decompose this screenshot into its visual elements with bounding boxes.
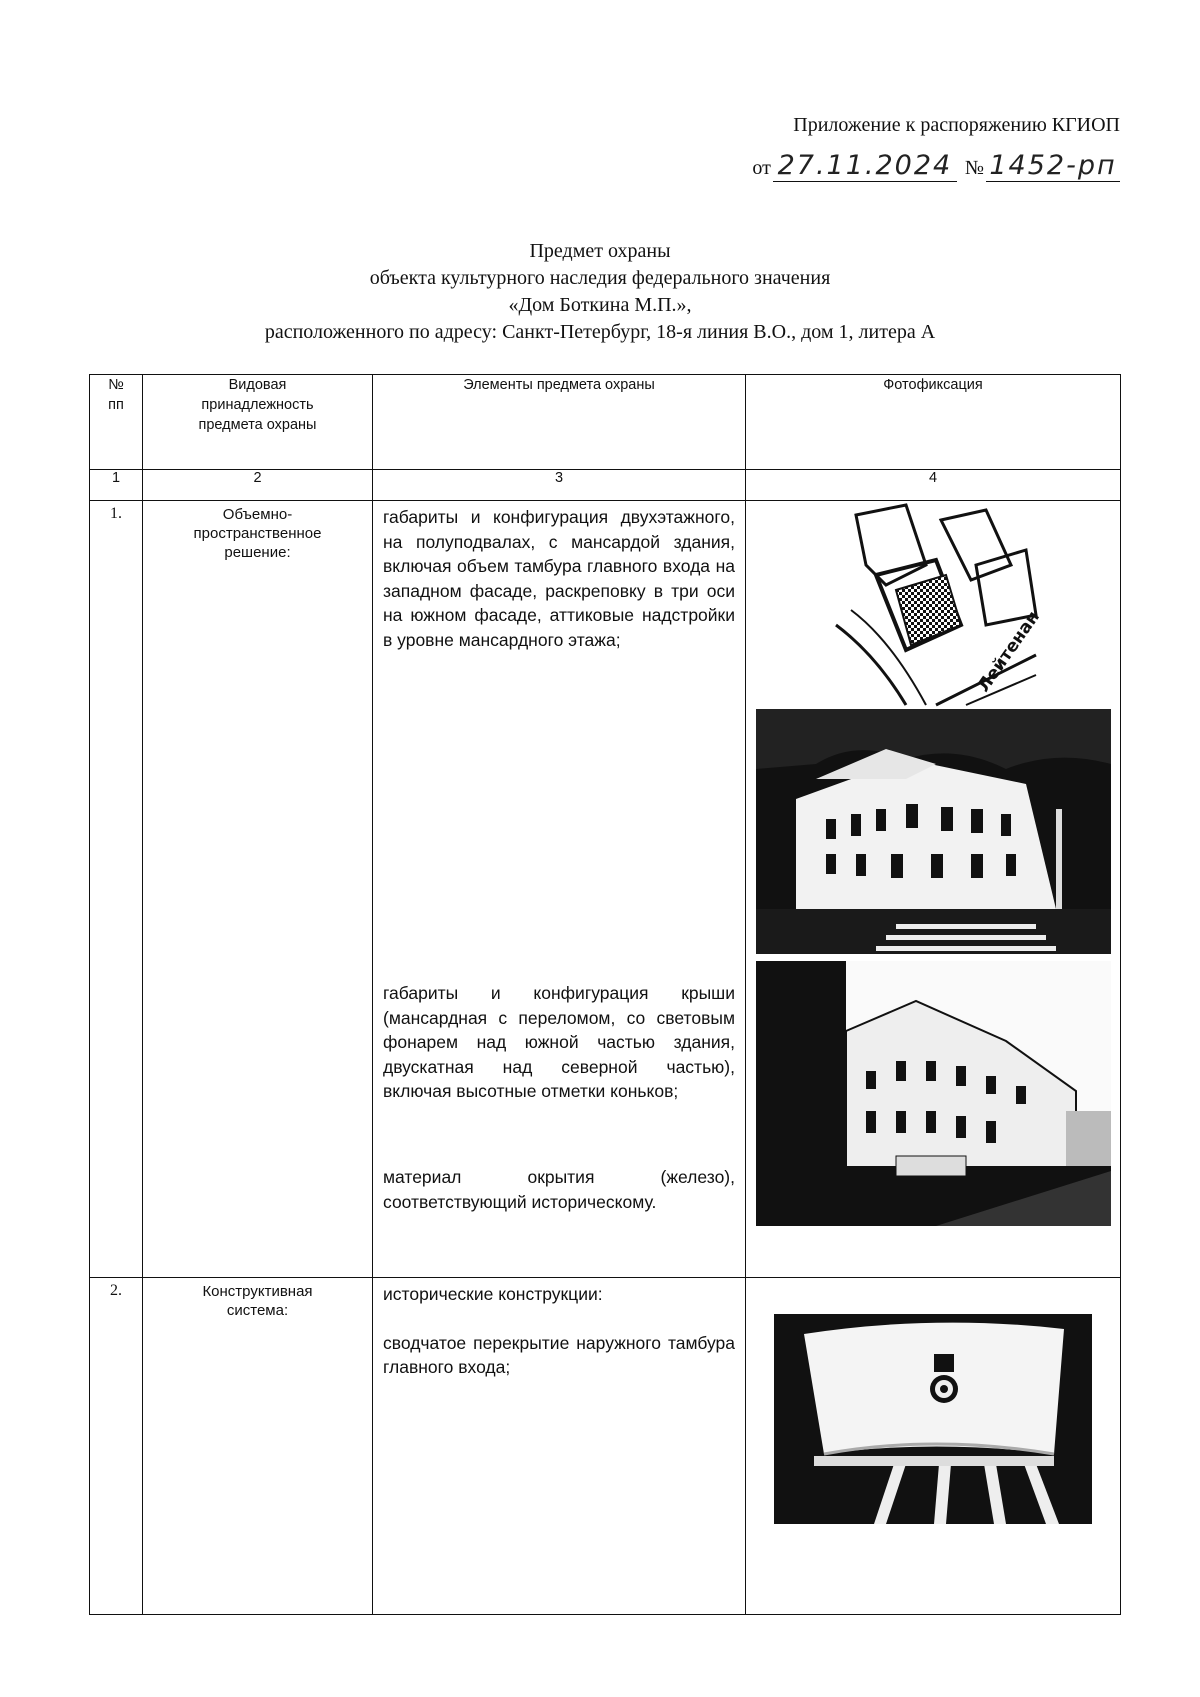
row-index: 1. — [90, 501, 143, 1278]
date-prefix: от — [752, 157, 771, 179]
protection-table — [89, 374, 1121, 1615]
document-title — [0, 238, 1200, 346]
row-elements — [373, 501, 746, 1278]
header-cell-num: № пп — [90, 375, 143, 470]
site-plan-image — [836, 505, 1044, 705]
table-row — [90, 1278, 1121, 1615]
appendix-line: Приложение к распоряжению КГИОП — [793, 114, 1120, 136]
header-cell-photo: Фотофиксация — [746, 375, 1121, 470]
element-text: сводчатое перекрытие наружного тамбура главного входа; — [383, 1332, 735, 1377]
row-elements — [373, 1278, 746, 1615]
appendix-header — [0, 112, 1120, 182]
vault-photo — [774, 1314, 1092, 1524]
row-type: Объемно-пространственное решение: — [143, 501, 373, 1278]
photo-cell — [746, 1278, 1121, 1615]
column-number: 2 — [143, 470, 373, 501]
order-number: 1452-рп — [986, 150, 1120, 182]
building-photo-1 — [756, 709, 1111, 954]
element-text: исторические конструкции: — [383, 1284, 603, 1304]
header-cell-type: Видовая принадлежность предмета охраны — [143, 375, 373, 470]
building-photo-2 — [756, 961, 1111, 1226]
column-number: 1 — [90, 470, 143, 501]
order-meta — [0, 150, 1120, 182]
header-cell-elements: Элементы предмета охраны — [373, 375, 746, 470]
element-text: габариты и конфигурация двухэтажного, на полуподвалах, с мансардой здания, включая объем тамбура главного входа на западном фасаде, раскреповку в три оси на южном фасаде, аттиковые надстройки в уровне мансардного этажа; — [383, 507, 735, 650]
site-plan-drawing — [836, 505, 1044, 705]
number-prefix: № — [964, 157, 984, 179]
title-line-3: «Дом Боткина М.П.», — [508, 294, 692, 316]
table-row — [90, 501, 1121, 1278]
title-line-4: расположенного по адресу: Санкт-Петербург, 18-я линия В.О., дом 1, литера А — [264, 321, 936, 343]
row-type: Конструктивная система: — [143, 1278, 373, 1615]
photo-cell — [746, 501, 1121, 1278]
column-number: 3 — [373, 470, 746, 501]
title-line-1: Предмет охраны — [529, 240, 671, 262]
column-number-row — [90, 470, 1121, 501]
element-text: габариты и конфигурация крыши (мансардная с переломом, со световым фонарем над южной частью здания, двускатная над северной частью), включая высотные отметки коньков; — [383, 983, 735, 1101]
title-line-2: объекта культурного наследия федерального значения — [369, 267, 831, 289]
order-date: 27.11.2024 — [773, 150, 957, 182]
column-number: 4 — [746, 470, 1121, 501]
table-header-row — [90, 375, 1121, 470]
map-street-label: Лейтенан — [973, 607, 1044, 696]
row-index: 2. — [90, 1278, 143, 1615]
element-text: материал окрытия (железо), соответствующий историческому. — [383, 1167, 735, 1212]
